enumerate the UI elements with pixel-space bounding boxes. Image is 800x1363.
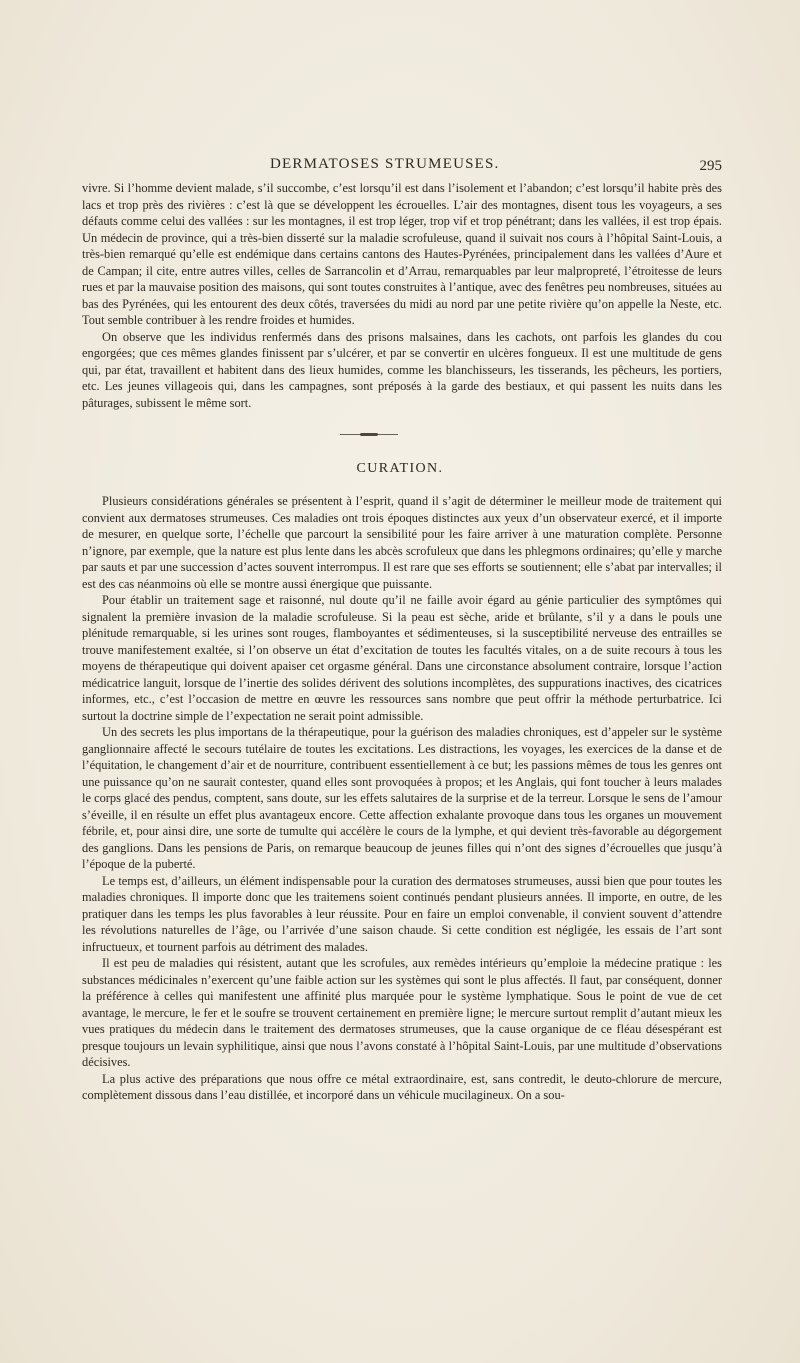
paragraph: La plus active des préparations que nous offre ce métal extraordinaire, est, sans contredit, le deuto-chlorure de mercure, complètement dissous dans l’eau distillée, et incorporé dans un véhicule mucilagineux. On a sou- [82,1071,722,1102]
paragraph: vivre. Si l’homme devient malade, s’il succombe, c’est lorsqu’il est dans l’isolement et l’abandon; c’est lorsqu’il habite près des lacs et trop près des rivières : c’est là que se développent les écrouelles. L’air des montagnes, disent tous les voyageurs, a ses défauts comme celui des vallées : sur les montagnes, il est trop léger, trop vif et trop pénétrant; dans les vallées, il est trop épais. Un médecin de province, qui a très-bien disserté sur la maladie scrofuleuse, quand il suivait nos cours à l’hôpital Saint-Louis, a très-bien remarqué qu’elle est endémique dans certains cantons des Hautes-Pyrénées, principalement dans les vallées d’Aure et de Campan; il cite, entre autres villes, celles de Sarrancolin et d’Arrau, remarquables par leur malpropreté, l’étroitesse de leurs rues et par la mauvaise position des maisons, qui sont toutes construites à l’antique, avec des fenêtres peu nombreuses, situées au bas des Pyrénées, qui les entourent des deux côtés, traversées du midi au nord par une petite rivière qu’on appelle la Neste, etc. Tout semble contribuer à les rendre froides et humides. [82,181,722,327]
running-title: DERMATOSES STRUMEUSES. [270,156,500,172]
page-number: 295 [699,158,722,174]
paragraph: Il est peu de maladies qui résistent, autant que les scrofules, aux remèdes intérieurs qu’emploie la médecine pratique : les substances médicinales n’exercent qu’une faible action sur les systèmes qui sont le plus affectés. Il faut, par conséquent, donner la préférence à celles qui manifestent une affinité plus marquée pour le système lymphatique. Sous le point de vue de cet avantage, le mercure, le fer et le soufre se trouvent certainement en première ligne; le mercure surtout remplit d’autant mieux les vues pratiques du médecin dans le traitement des dermatoses strumeuses, que la cause organique de ce fléau désespérant est presque toujours un levain syphilitique, ainsi que nous l’avons constaté à l’hôpital Saint-Louis, par une multitude d’observations décisives. [82,956,722,1069]
paragraph: Le temps est, d’ailleurs, un élément indispensable pour la curation des dermatoses strumeuses, aussi bien que pour toutes les maladies chroniques. Il importe donc que les traitemens soient continués pendant plusieurs années. Il importe, en outre, de les pratiquer dans les temps les plus favorables à leur réussite. Pour en faire un emploi convenable, il convient souvent d’attendre les révolutions naturelles de l’âge, ou l’arrivée d’une saison chaude. Si cette condition est négligée, les essais de l’art sont infructueux, et tournent parfois au détriment des malades. [82,873,722,954]
intro-text [82,180,722,411]
section-title: CURATION. [356,461,444,476]
paragraph: Un des secrets les plus importans de la thérapeutique, pour la guérison des maladies chroniques, est d’appeler sur le système ganglionnaire affecté le secours tutélaire de toutes les excitations. Les distractions, les voyages, les exercices de la danse et de l’équitation, le changement d’air et de nourriture, contribuent essentiellement à ce but; les passions mêmes de tous les genres ont une puissance qu’on ne saurait contester, quand elles sont provoquées à propos; et les Anglais, qui font toucher à leurs malades le corps glacé des pendus, comptent, sans doute, sur les effets salutaires de la surprise et de la terreur. Lorsque le sens de l’amour s’éveille, il en résulte un effet plus avantageux encore. Cette affection exhalante provoque dans tous les organes un mouvement fébrile, et, pour ainsi dire, une sorte de tumulte qui accélère le cours de la lymphe, et qui devient très-favorable au dégorgement des ganglions. Dans les pensions de Paris, on remarque beaucoup de jeunes filles qui n’ont des signes d’écrouelles que jusqu’à l’époque de la puberté. [82,725,722,871]
curation-text [82,493,722,1104]
paragraph: Pour établir un traitement sage et raisonné, nul doute qu’il ne faille avoir égard au génie particulier des symptômes qui signalent la première invasion de la maladie scrofuleuse. Si la peau est sèche, aride et brûlante, s’il y a dans le pouls une plénitude remarquable, si les urines sont rouges, flamboyantes et sédimenteuses, si la susceptibilité nerveuse des entrailles se trouve manifestement exaltée, si l’on observe un état d’excitation de toutes les facultés vitales, on a de suite recours à tous les moyens de thérapeutique qui doivent apaiser cet orgasme général. Dans une circonstance absolument contraire, lorsque l’action médicatrice languit, lorsque de l’inertie des solides dérivent des solutions incomplètes, des suppurations inactives, des cicatrices informes, etc., c’est l’occasion de mettre en œuvre les ressources sans nombre que peut offrir la méthode perturbatrice. Ici surtout la doctrine simple de l’expectation ne serait point admissible. [82,593,722,723]
paragraph: On observe que les individus renfermés dans des prisons malsaines, dans les cachots, ont parfois les glandes du cou engorgées; que ces mêmes glandes finissent par s’ulcérer, et par se convertir en ulcères fongueux. Il est une multitude de gens qui, par état, travaillent et habitent dans des lieux humides, comme les blanchisseurs, les tisserands, les pêcheurs, les portiers, etc. Les jeunes villageois qui, dans les campagnes, sont préposés à la garde des bestiaux, et qui passent les nuits dans les pâturages, subissent le même sort. [82,329,722,410]
paragraph: Plusieurs considérations générales se présentent à l’esprit, quand il s’agit de déterminer le meilleur mode de traitement qui convient aux dermatoses strumeuses. Ces maladies ont trois époques distinctes aux yeux d’un observateur exercé, et il importe de mesurer, en quelque sorte, l’échelle que parcourt la sensibilité pour les faire arriver à une maturation complète. Personne n’ignore, par exemple, que la nature est plus lente dans les abcès scrofuleux que dans les phlegmons ordinaires; qu’elle y marche par sauts et par une succession d’actes souvent interrompus. Il est rare que ses efforts se soutiennent; elle s’abat par intervalles; il est des cas néanmoins où elle se montre aussi énergique que puissante. [82,494,722,591]
page-header [82,156,722,176]
section-divider [340,434,398,435]
